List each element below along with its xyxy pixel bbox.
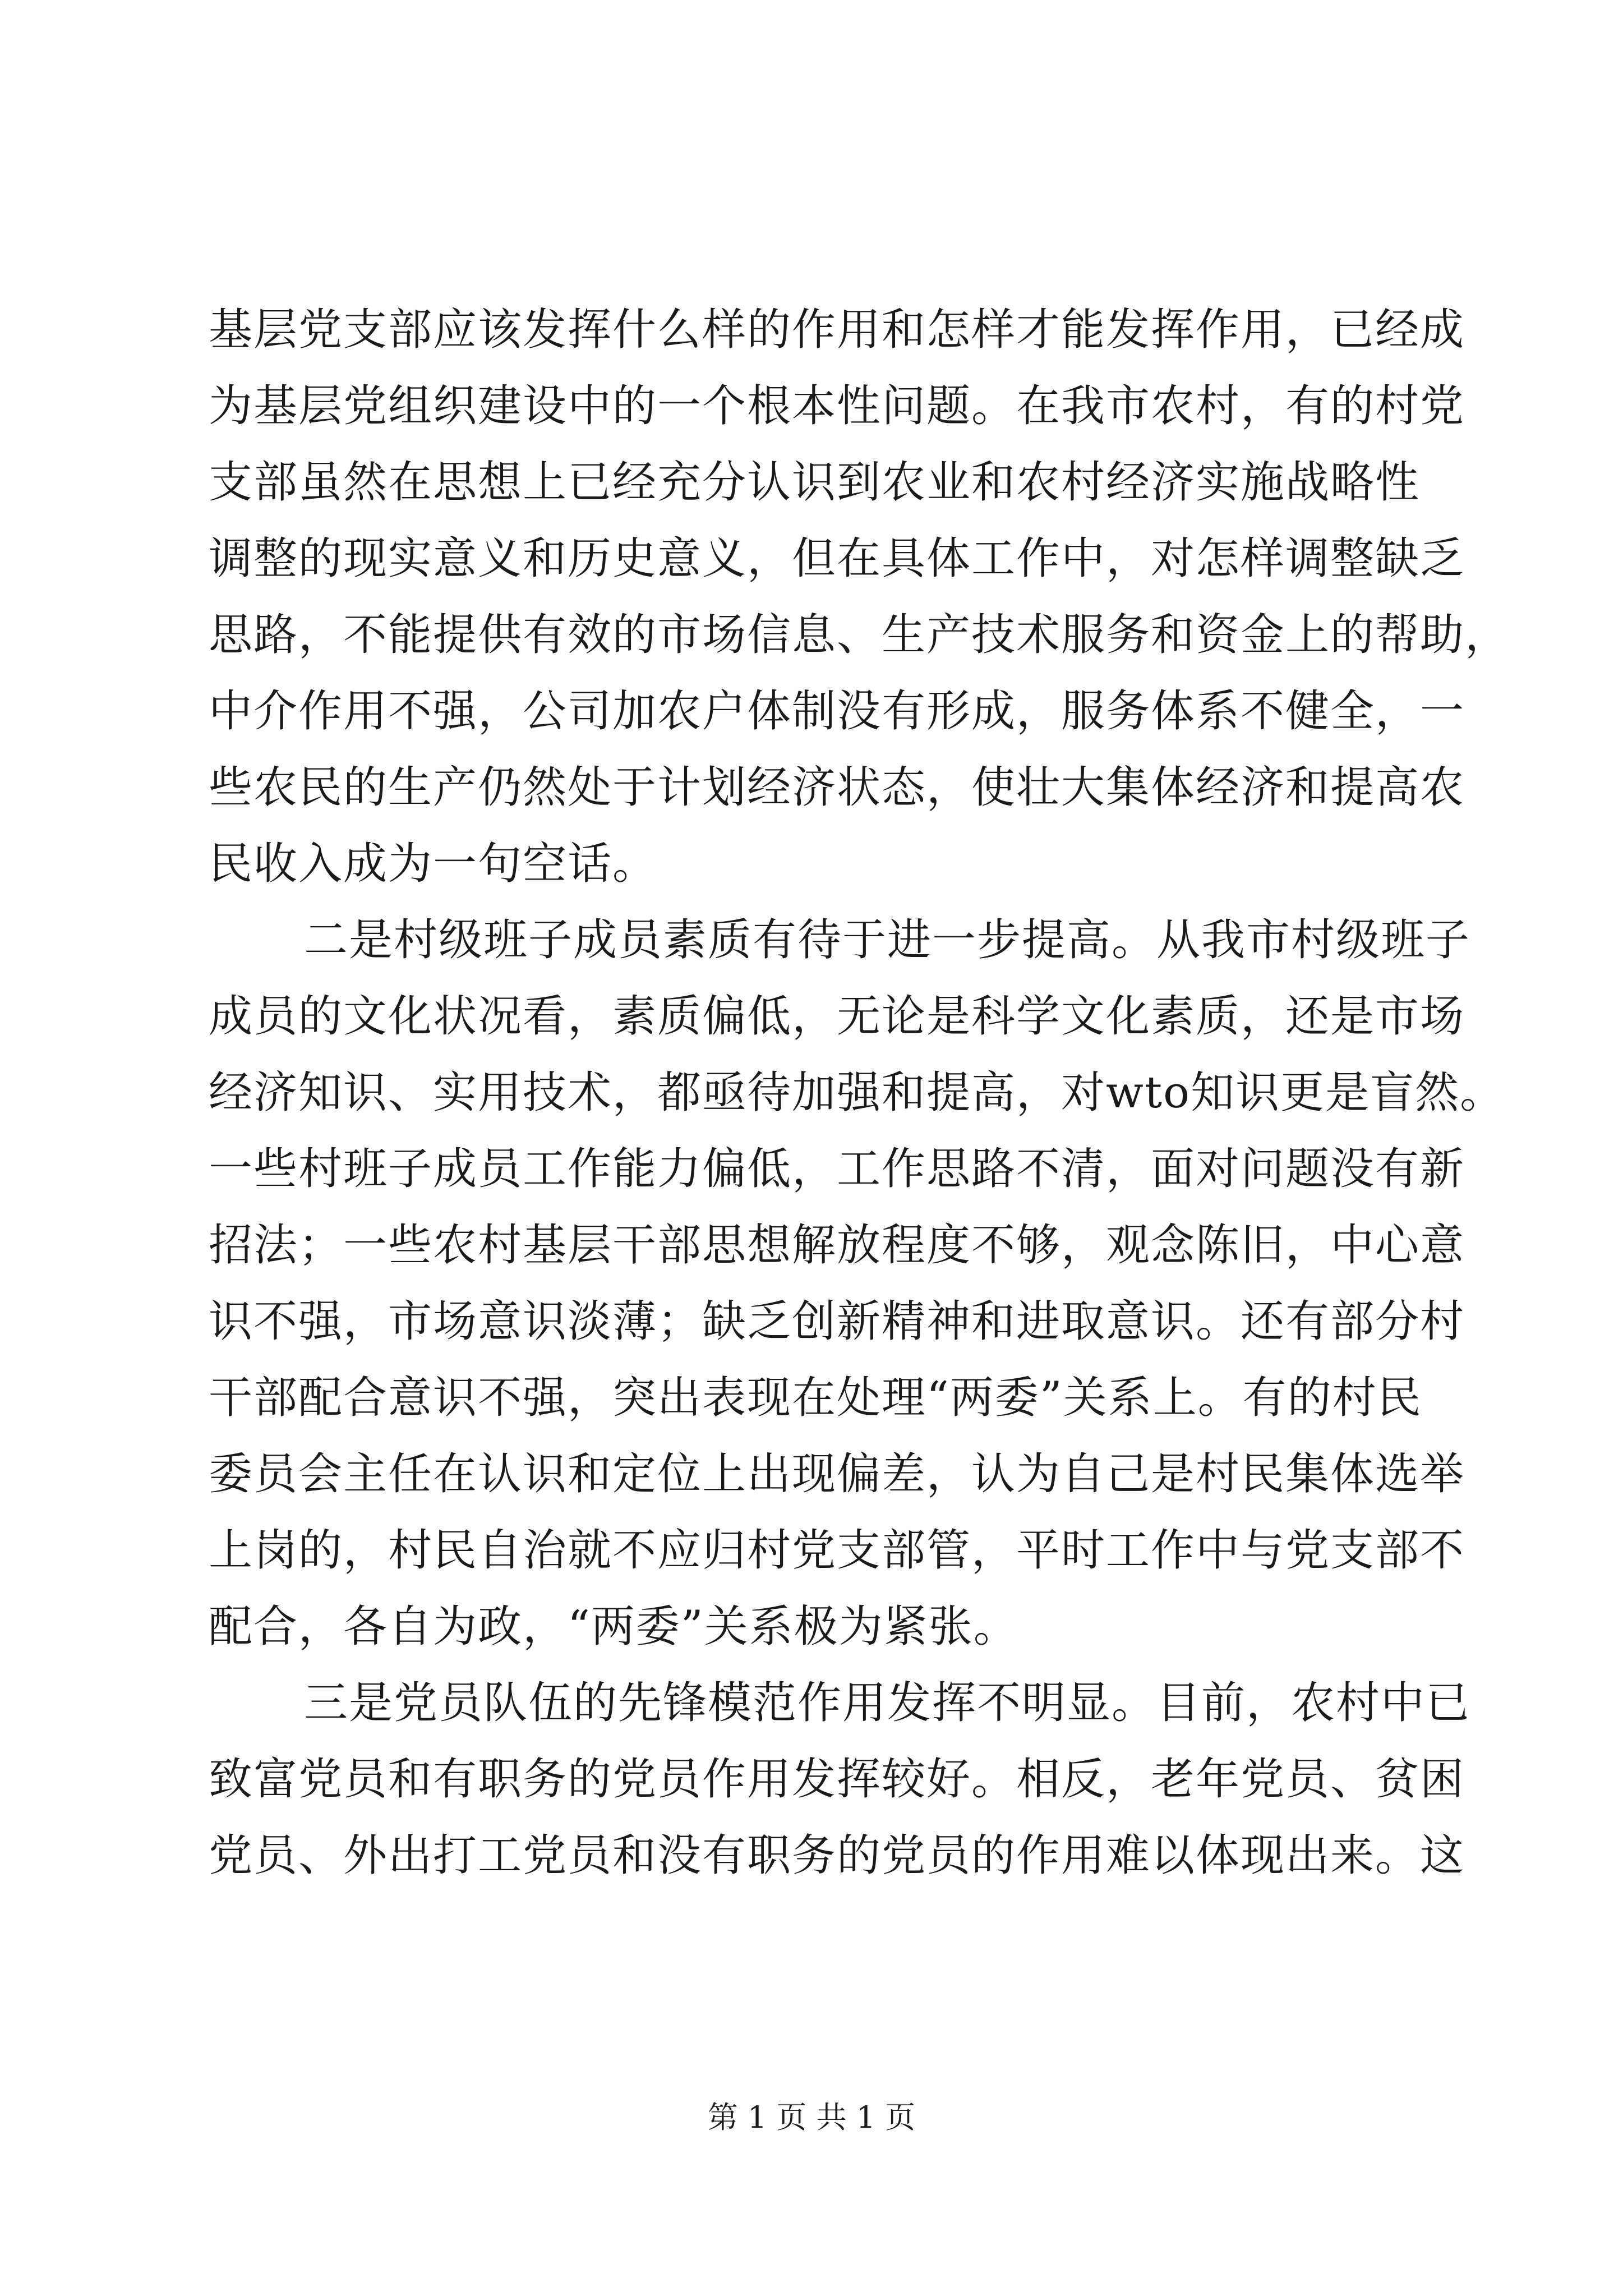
text-line: 配合，各自为政，“两委”关系极为紧张。 — [209, 1602, 1018, 1652]
text-line: 识不强，市场意识淡薄；缺乏创新精神和进取意识。还有部分村 — [209, 1296, 1465, 1347]
paragraph-2 — [209, 902, 1505, 1665]
text-line: 致富党员和有职务的党员作用发挥较好。相反，老年党员、贫困 — [209, 1754, 1465, 1805]
paragraph-1 — [209, 292, 1510, 902]
text-line: 为基层党组织建设中的一个根本性问题。在我市农村，有的村党 — [209, 381, 1465, 431]
text-line: 三是党员队伍的先锋模范作用发挥不明显。目前，农村中已 — [304, 1678, 1471, 1728]
text-line: 支部虽然在思想上已经充分认识到农业和农村经济实施战略性 — [209, 457, 1421, 508]
text-line: 经济知识、实用技术，都亟待加强和提高，对wto知识更是盲然。 — [209, 1068, 1505, 1118]
paragraph-3 — [209, 1665, 1471, 1894]
page-footer: 第 1 页 共 1 页 — [707, 2100, 916, 2135]
text-line: 民收入成为一句空话。 — [209, 839, 658, 889]
text-line: 上岗的，村民自治就不应归村党支部管，平时工作中与党支部不 — [209, 1525, 1465, 1576]
text-line: 思路，不能提供有效的市场信息、生产技术服务和资金上的帮助， — [209, 610, 1510, 660]
text-line: 基层党支部应该发挥什么样的作用和怎样才能发挥作用，已经成 — [209, 305, 1465, 355]
text-line: 招法；一些农村基层干部思想解放程度不够，观念陈旧，中心意 — [209, 1220, 1465, 1271]
text-line: 成员的文化状况看，素质偏低，无论是科学文化素质，还是市场 — [209, 991, 1465, 1042]
text-line: 些农民的生产仍然处于计划经济状态，使壮大集体经济和提高农 — [209, 762, 1465, 813]
text-line: 调整的现实意义和历史意义，但在具体工作中，对怎样调整缺乏 — [209, 533, 1465, 584]
text-line: 党员、外出打工党员和没有职务的党员的作用难以体现出来。这 — [209, 1830, 1465, 1881]
text-line: 中介作用不强，公司加农户体制没有形成，服务体系不健全，一 — [209, 686, 1465, 737]
text-line: 二是村级班子成员素质有待于进一步提高。从我市村级班子 — [304, 915, 1471, 965]
text-line: 委员会主任在认识和定位上出现偏差，认为自己是村民集体选举 — [209, 1449, 1465, 1499]
document-body — [209, 292, 1510, 1894]
text-line: 干部配合意识不强，突出表现在处理“两委”关系上。有的村民 — [209, 1373, 1422, 1423]
text-line: 一些村班子成员工作能力偏低，工作思路不清，面对问题没有新 — [209, 1144, 1465, 1194]
